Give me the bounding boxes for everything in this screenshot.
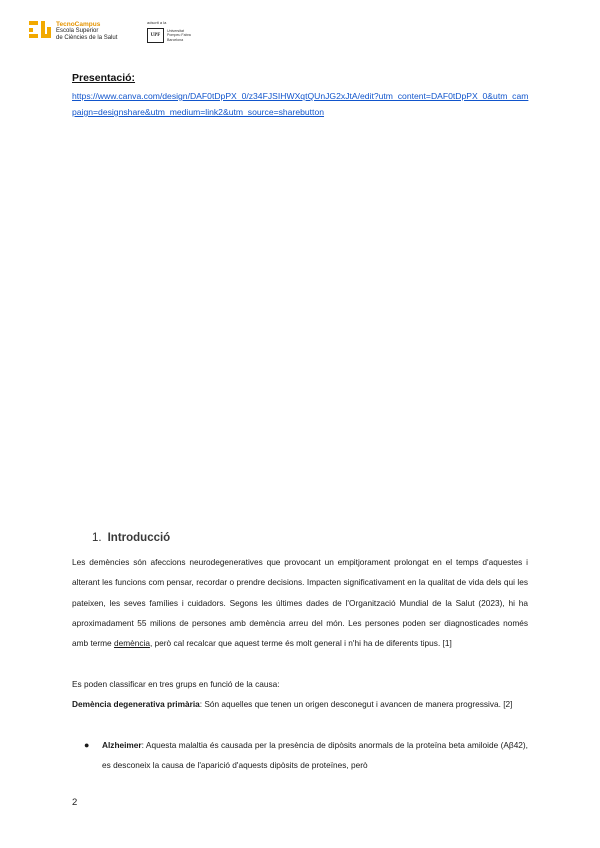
section-title: Introducció [107, 532, 171, 544]
intro-text-end: , però cal recalcar que aquest terme és molt general i n'hi ha de diferents tipus. [1] [149, 638, 452, 649]
upf-logo [147, 20, 191, 43]
primary-dementia-text: : Són aquelles que tenen un origen desconegut i avancen de manera progressiva. [2] [199, 699, 513, 709]
upf-line-3: Barcelona [167, 37, 184, 42]
primary-dementia-label: Demència degenerativa primària [72, 699, 200, 709]
alzheimer-label: Alzheimer [102, 740, 142, 750]
list-item [84, 735, 528, 776]
logo-brand-text: TecnoCampus [56, 21, 101, 28]
upf-line-2: Pompeu Fabra [167, 33, 191, 38]
section-number: 1. [92, 532, 102, 544]
alzheimer-text: : Aquesta malaltia és causada per la presència de dipòsits anormals de la proteïna beta amiloide (Aβ42), es desconeix la causa de l'aparició d'aquests dipòsits de proteïnes, però [102, 740, 528, 771]
presentation-link[interactable]: https://www.canva.com/design/DAF0tDpPX_0/z34FJSIHWXqtQUnJG2xJtA/edit?utm_content=DAF0tDpPX_0&utm_campaign=designshare&utm_medium=link2&utm_source=sharebutton [72, 91, 529, 117]
page-number: 2 [72, 797, 78, 808]
upf-line-1: Universitat [167, 29, 184, 33]
tecnocampus-mark-icon [29, 21, 51, 39]
dementia-term: demència [113, 638, 150, 649]
intro-text-start: Les demències són afeccions neurodegeneratives que provocant un empitjorament prolongat en el temps d'aquestes i alterant les funcions com pensar, recordar o prendre decisions. Impacten significativament en la qualitat de vida dels qui les pateixen, les seves famílies i cuidadors. Segons les últimes dades de l'Organització Mundial de la Salut (2023), hi ha aproximadament 55 milions de persones amb demència arreu del món. Les persones poden ser diagnosticades només amb terme [72, 557, 528, 649]
logo-line-2: de Ciències de la Salut [56, 35, 118, 41]
logo-line-1: Escola Superior [56, 28, 99, 34]
tecnocampus-logo [29, 21, 117, 42]
classification-paragraph: Es poden classificar en tres grups en funció de la causa: [72, 679, 280, 689]
upf-mark-icon: UPF [147, 28, 164, 43]
intro-paragraph [72, 552, 528, 653]
bullet-icon: ● [84, 740, 90, 750]
presentation-heading: Presentació: [72, 72, 136, 84]
primary-dementia-paragraph [72, 694, 528, 714]
upf-affiliation-text: adscrit a la [147, 20, 167, 25]
section-heading [92, 532, 170, 544]
